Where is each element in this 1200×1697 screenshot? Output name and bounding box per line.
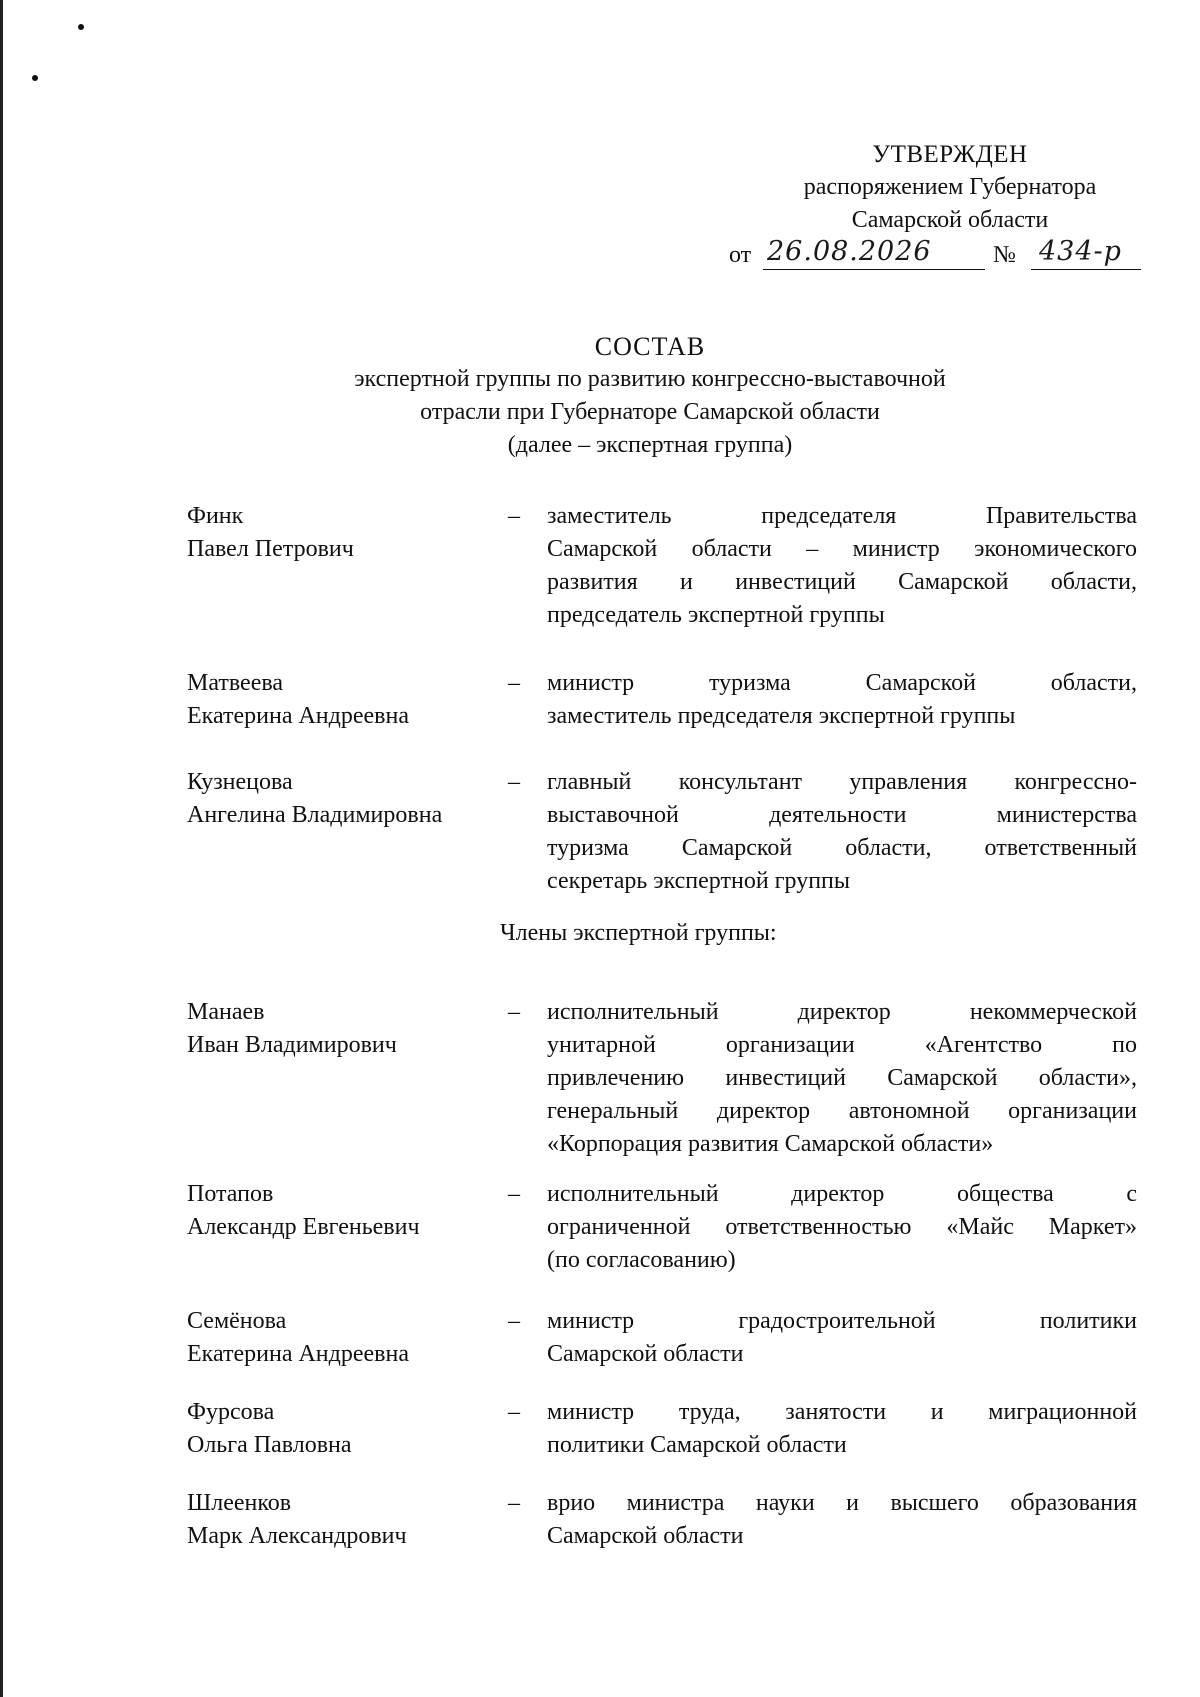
member-role-line: политики Самарской области bbox=[547, 1432, 847, 1458]
member-given-names: Павел Петрович bbox=[187, 536, 354, 562]
document-heading bbox=[180, 330, 1120, 462]
member-role-line: министр труда, занятости и миграционной bbox=[547, 1399, 1137, 1425]
approval-line: Самарской области bbox=[851, 207, 1049, 233]
entry-dash: – bbox=[508, 1308, 520, 1334]
date-prefix: от bbox=[729, 242, 752, 268]
member-name bbox=[187, 996, 487, 1062]
number-underline bbox=[1031, 269, 1141, 270]
member-role-line: «Корпорация развития Самарской области» bbox=[547, 1131, 994, 1157]
member-role bbox=[547, 766, 1137, 898]
member-surname: Финк bbox=[187, 503, 244, 529]
member-role-line: заместитель председателя экспертной группы bbox=[547, 703, 1016, 729]
approval-title: УТВЕРЖДЕН bbox=[872, 141, 1028, 168]
member-role-line: главный консультант управления конгрессно- bbox=[547, 769, 1137, 795]
member-surname: Манаев bbox=[187, 999, 265, 1025]
member-role-line: врио министра науки и высшего образования bbox=[547, 1490, 1137, 1516]
member-role-line: (по согласованию) bbox=[547, 1247, 736, 1273]
member-role bbox=[547, 1487, 1137, 1553]
document-subtitle-line: экспертной группы по развитию конгрессно-выставочной bbox=[354, 366, 946, 392]
date-underline bbox=[763, 269, 985, 270]
member-role-line: туризма Самарской области, ответственный bbox=[547, 835, 1137, 861]
member-role bbox=[547, 1178, 1137, 1277]
member-name bbox=[187, 1305, 487, 1371]
member-role-line: ограниченной ответственностью «Майс Маркет» bbox=[547, 1214, 1137, 1240]
member-role bbox=[547, 667, 1137, 733]
member-name bbox=[187, 500, 487, 566]
members-heading: Члены экспертной группы: bbox=[500, 920, 777, 946]
entry-dash: – bbox=[508, 1399, 520, 1425]
scan-speck bbox=[32, 75, 38, 81]
member-role-line: генеральный директор автономной организации bbox=[547, 1098, 1137, 1124]
member-name bbox=[187, 766, 487, 832]
member-role-line: заместитель председателя Правительства bbox=[547, 503, 1137, 529]
member-surname: Шлеенков bbox=[187, 1490, 292, 1516]
member-given-names: Екатерина Андреевна bbox=[187, 1341, 409, 1367]
approval-date-number bbox=[729, 236, 1159, 276]
member-role-line: Самарской области bbox=[547, 1523, 744, 1549]
member-role-line: унитарной организации «Агентство по bbox=[547, 1032, 1137, 1058]
document-subtitle-line: отрасли при Губернаторе Самарской области bbox=[420, 399, 880, 425]
document-subtitle-line: (далее – экспертная группа) bbox=[507, 432, 793, 458]
entry-dash: – bbox=[508, 503, 520, 529]
member-name bbox=[187, 667, 487, 733]
member-role bbox=[547, 996, 1137, 1161]
member-given-names: Ангелина Владимировна bbox=[187, 802, 443, 828]
page-left-edge bbox=[0, 0, 3, 1697]
member-role-line: выставочной деятельности министерства bbox=[547, 802, 1137, 828]
member-role-line: Самарской области bbox=[547, 1341, 744, 1367]
member-name bbox=[187, 1178, 487, 1244]
entry-dash: – bbox=[508, 769, 520, 795]
member-name bbox=[187, 1396, 487, 1462]
member-given-names: Екатерина Андреевна bbox=[187, 703, 409, 729]
member-role-line: секретарь экспертной группы bbox=[547, 868, 850, 894]
member-given-names: Ольга Павловна bbox=[187, 1432, 352, 1458]
scan-speck bbox=[78, 24, 84, 30]
entry-dash: – bbox=[508, 1181, 520, 1207]
member-given-names: Иван Владимирович bbox=[187, 1032, 397, 1058]
member-role-line: развития и инвестиций Самарской области, bbox=[547, 569, 1137, 595]
member-surname: Семёнова bbox=[187, 1308, 287, 1334]
member-role-line: исполнительный директор общества с bbox=[547, 1181, 1137, 1207]
approval-block bbox=[740, 138, 1160, 237]
member-name bbox=[187, 1487, 487, 1553]
member-role bbox=[547, 1396, 1137, 1462]
member-given-names: Александр Евгеньевич bbox=[187, 1214, 420, 1240]
entry-dash: – bbox=[508, 999, 520, 1025]
document-title: СОСТАВ bbox=[594, 332, 706, 361]
member-role-line: министр градостроительной политики bbox=[547, 1308, 1137, 1334]
member-role-line: Самарской области – министр экономического bbox=[547, 536, 1137, 562]
entry-dash: – bbox=[508, 670, 520, 696]
member-role-line: председатель экспертной группы bbox=[547, 602, 885, 628]
member-surname: Кузнецова bbox=[187, 769, 293, 795]
member-surname: Потапов bbox=[187, 1181, 274, 1207]
number-handwritten: 434-р bbox=[1039, 236, 1122, 267]
approval-line: распоряжением Губернатора bbox=[803, 174, 1097, 200]
number-prefix: № bbox=[993, 242, 1016, 268]
entry-dash: – bbox=[508, 1490, 520, 1516]
date-handwritten: 26.08.2026 bbox=[767, 236, 932, 267]
member-role bbox=[547, 500, 1137, 632]
member-role-line: министр туризма Самарской области, bbox=[547, 670, 1137, 696]
member-role bbox=[547, 1305, 1137, 1371]
member-role-line: исполнительный директор некоммерческой bbox=[547, 999, 1137, 1025]
member-surname: Матвеева bbox=[187, 670, 284, 696]
member-role-line: привлечению инвестиций Самарской области», bbox=[547, 1065, 1137, 1091]
member-surname: Фурсова bbox=[187, 1399, 275, 1425]
member-given-names: Марк Александрович bbox=[187, 1523, 407, 1549]
